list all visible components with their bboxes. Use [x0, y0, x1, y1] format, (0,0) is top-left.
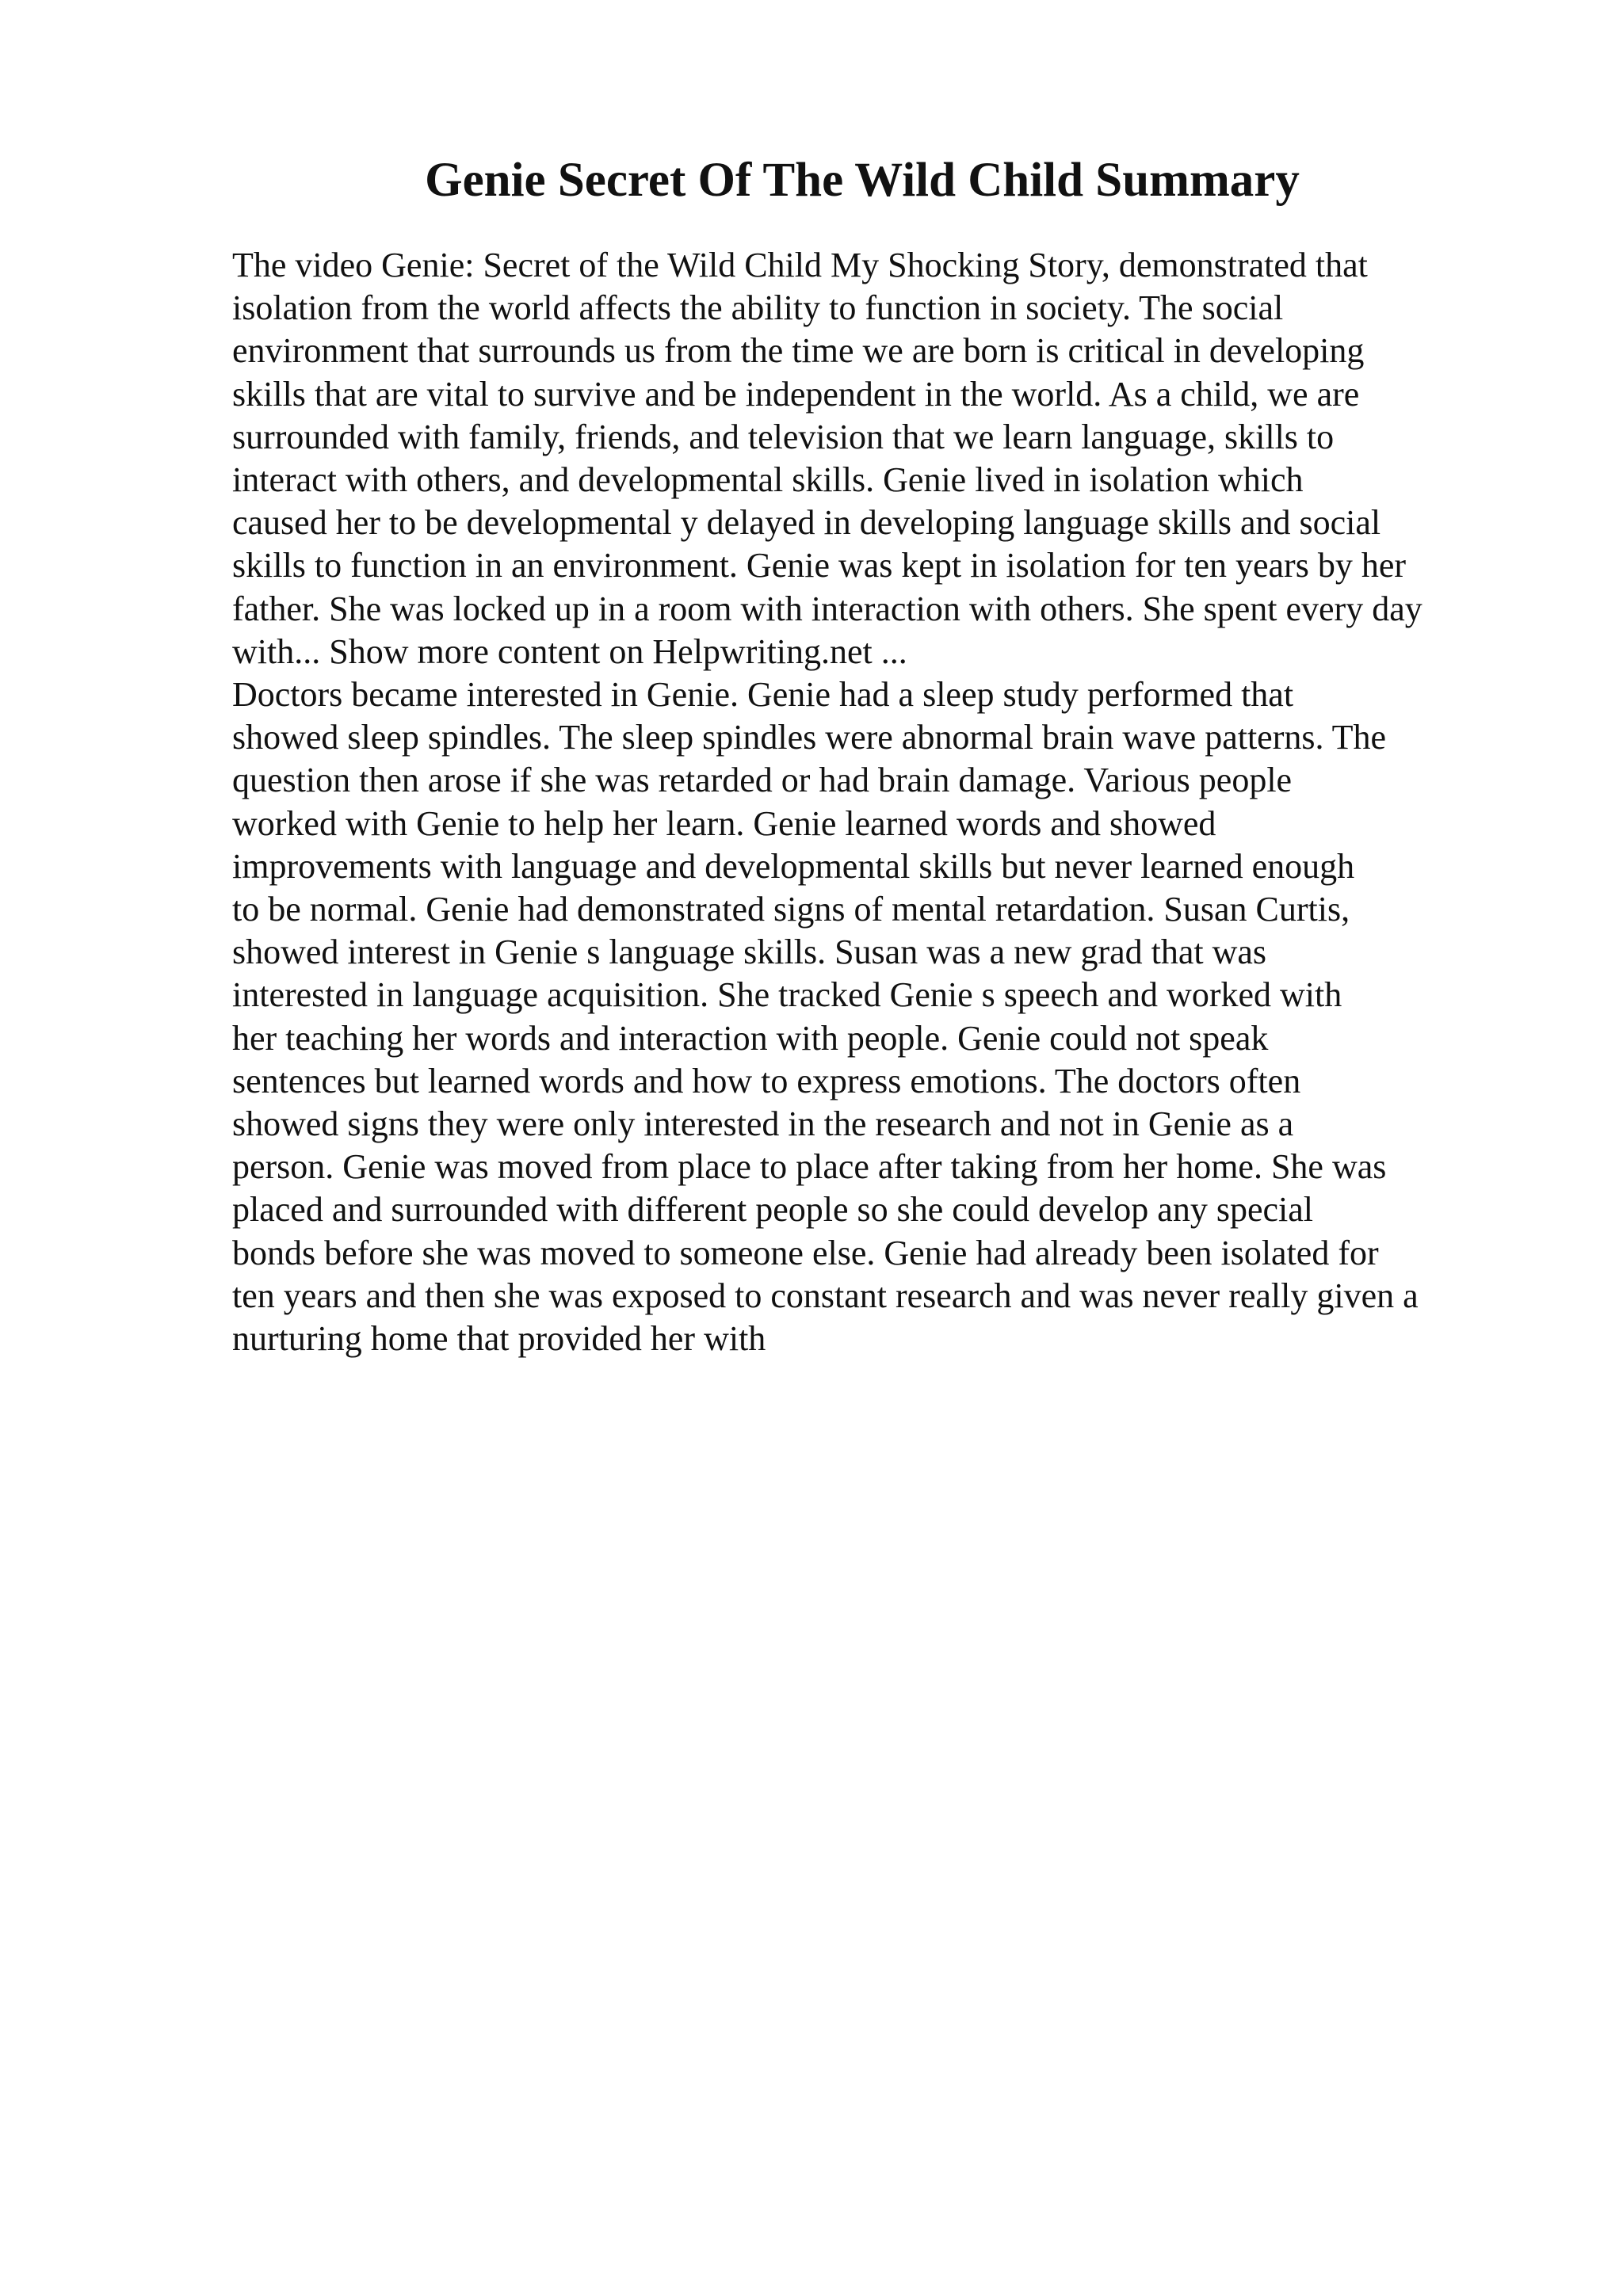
- text-line: sentences but learned words and how to express emotions. The doctors often: [232, 1061, 1301, 1100]
- text-line: placed and surrounded with different people so she could develop any special: [232, 1190, 1313, 1230]
- text-line: with... Show more content on Helpwriting.net ...: [232, 631, 907, 671]
- text-line: person. Genie was moved from place to place after taking from her home. She was: [232, 1147, 1387, 1187]
- document-body: [232, 244, 1516, 1360]
- text-line: interested in language acquisition. She tracked Genie s speech and worked with: [232, 975, 1342, 1015]
- text-line: ten years and then she was exposed to constant research and was never really given a: [232, 1276, 1419, 1315]
- text-line: environment that surrounds us from the time we are born is critical in developing: [232, 331, 1365, 371]
- text-line: interact with others, and developmental skills. Genie lived in isolation which: [232, 460, 1304, 500]
- text-line: skills that are vital to survive and be independent in the world. As a child, we are: [232, 374, 1360, 414]
- text-line: The video Genie: Secret of the Wild Child My Shocking Story, demonstrated that: [232, 246, 1368, 284]
- text-line: father. She was locked up in a room with interaction with others. She spent every day: [232, 589, 1423, 628]
- text-line: showed sleep spindles. The sleep spindles were abnormal brain wave patterns. The: [232, 718, 1387, 757]
- text-line: Doctors became interested in Genie. Genie had a sleep study performed that: [232, 675, 1294, 715]
- text-line: nurturing home that provided her with: [232, 1319, 766, 1359]
- document-title: Genie Secret Of The Wild Child Summary: [425, 154, 1300, 207]
- text-line: isolation from the world affects the ability to function in society. The social: [232, 288, 1284, 328]
- text-line: worked with Genie to help her learn. Genie learned words and showed: [232, 803, 1216, 843]
- text-line: caused her to be developmental y delayed in developing language skills and social: [232, 503, 1381, 543]
- text-line: skills to function in an environment. Genie was kept in isolation for ten years by her: [232, 546, 1407, 585]
- text-line: her teaching her words and interaction with people. Genie could not speak: [232, 1018, 1269, 1058]
- text-line: showed signs they were only interested in the research and not in Genie as a: [232, 1104, 1294, 1144]
- text-line: bonds before she was moved to someone else. Genie had already been isolated for: [232, 1233, 1379, 1272]
- text-line: showed interest in Genie s language skills. Susan was a new grad that was: [232, 933, 1267, 972]
- text-line: surrounded with family, friends, and television that we learn language, skills to: [232, 417, 1335, 456]
- text-line: to be normal. Genie had demonstrated signs of mental retardation. Susan Curtis,: [232, 890, 1350, 929]
- text-line: question then arose if she was retarded or had brain damage. Various people: [232, 761, 1293, 800]
- text-line: improvements with language and developmental skills but never learned enough: [232, 846, 1355, 886]
